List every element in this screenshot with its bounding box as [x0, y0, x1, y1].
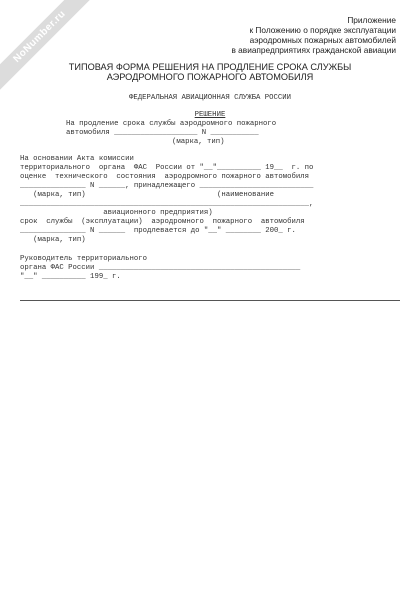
body-caption: (марка, тип) — [20, 236, 86, 244]
body-line: _______________ N ______, принадлежащего __________________________ — [20, 182, 314, 190]
body-line: оценке технического состояния аэродромного пожарного автомобиля — [20, 173, 310, 181]
body-line: срок службы (эксплуатации) аэродромного пожарного автомобиля — [20, 218, 305, 226]
signature-line: органа ФАС России ______________________________________________ — [20, 264, 301, 272]
body-line: _______________ N ______ продлевается до "__" ________ 200_ г. — [20, 227, 296, 235]
annex-line: Приложение — [347, 15, 396, 25]
body-caption: (марка, тип) (наименование — [20, 191, 274, 199]
decision-caption: (марка, тип) — [172, 138, 225, 146]
signature-line: Руководитель территориального — [20, 255, 147, 263]
service-name: ФЕДЕРАЛЬНАЯ АВИАЦИОННАЯ СЛУЖБА РОССИИ — [128, 94, 292, 102]
annex-line: аэродромных пожарных автомобилей — [249, 35, 396, 45]
bottom-divider — [20, 300, 400, 301]
decision-line: автомобиля ___________________ N ___________ — [66, 129, 259, 137]
watermark-text: NoNumber.ru — [11, 8, 68, 65]
body-line: территориального органа ФАС России от "__"__________ 19__ г. по — [20, 164, 314, 172]
annex-line: в авиапредприятиях гражданской авиации — [231, 45, 396, 55]
signature-date: "__" __________ 199_ г. — [20, 273, 121, 281]
decision-heading: РЕШЕНИЕ — [194, 111, 226, 119]
annex-line: к Положению о порядке эксплуатации — [249, 25, 396, 35]
body-caption: авиационного предприятия) — [20, 209, 213, 217]
title-line: ТИПОВАЯ ФОРМА РЕШЕНИЯ НА ПРОДЛЕНИЕ СРОКА СЛУЖБЫ — [68, 62, 352, 72]
body-line: __________________________________________________________________, — [20, 200, 314, 208]
decision-line: На продление срока службы аэродромного пожарного — [66, 120, 277, 128]
title-line: АЭРОДРОМНОГО ПОЖАРНОГО АВТОМОБИЛЯ — [106, 72, 314, 82]
body-line: На основании Акта комиссии — [20, 155, 134, 163]
